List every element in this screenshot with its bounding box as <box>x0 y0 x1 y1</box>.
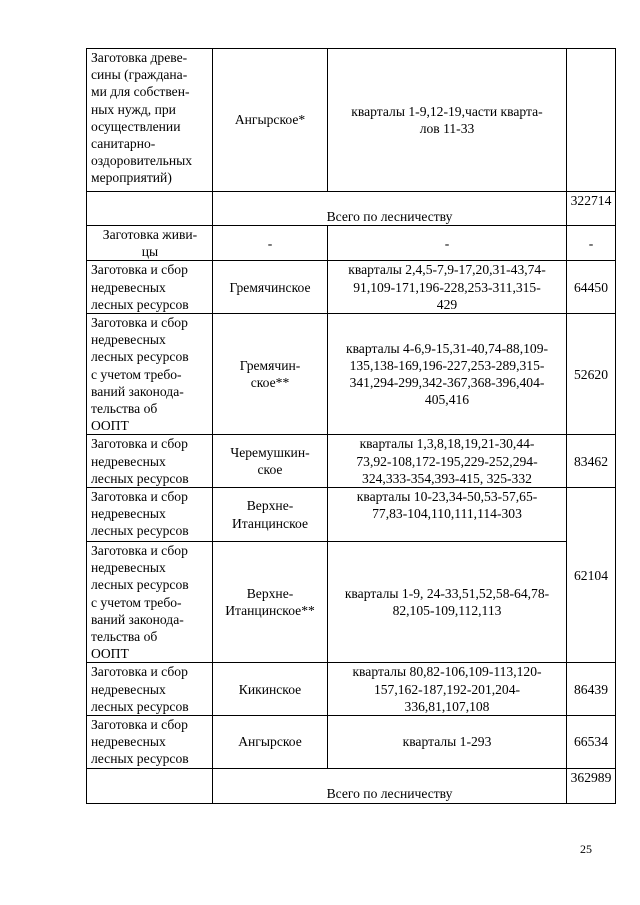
district-cell: - <box>213 226 328 261</box>
district-cell: Гремячинское <box>213 261 328 314</box>
quarters-cell: кварталы 1-9, 24-33,51,52,58-64,78- 82,105-109,112,113 <box>328 542 567 663</box>
area-cell: 83462 <box>567 435 616 488</box>
empty-cell <box>87 192 213 226</box>
table-row <box>87 226 616 261</box>
total-value: 322714 <box>567 192 616 226</box>
quarters-cell: кварталы 80,82-106,109-113,120- 157,162-187,192-201,204- 336,81,107,108 <box>328 663 567 716</box>
total-row <box>87 192 616 226</box>
district-cell: Черемушкин- ское <box>213 435 328 488</box>
area-cell: 64450 <box>567 261 616 314</box>
district-cell: Ангырское <box>213 716 328 769</box>
activity-cell: Заготовка живи- цы <box>87 226 213 261</box>
district-cell: Кикинское <box>213 663 328 716</box>
activity-cell: Заготовка древе- сины (граждана- ми для собствен- ных нужд, при осуществлении санитарно- оздоровительных мероприятий) <box>87 49 213 192</box>
table-row <box>87 542 616 663</box>
total-label: Всего по лесничеству <box>213 192 567 226</box>
quarters-cell: - <box>328 226 567 261</box>
area-cell: 62104 <box>567 488 616 663</box>
table-row <box>87 663 616 716</box>
total-value: 362989 <box>567 768 616 803</box>
table-row <box>87 716 616 769</box>
district-cell: Гремячин- ское** <box>213 314 328 435</box>
activity-cell: Заготовка и сбор недревесных лесных ресурсов <box>87 261 213 314</box>
area-cell: 86439 <box>567 663 616 716</box>
total-row <box>87 768 616 803</box>
quarters-cell: кварталы 1,3,8,18,19,21-30,44- 73,92-108,172-195,229-252,294- 324,333-354,393-415, 325-332 <box>328 435 567 488</box>
activity-cell: Заготовка и сбор недревесных лесных ресурсов с учетом требо- ваний законода- тельства об ООПТ <box>87 314 213 435</box>
table-row <box>87 261 616 314</box>
area-cell: 66534 <box>567 716 616 769</box>
quarters-cell: кварталы 2,4,5-7,9-17,20,31-43,74- 91,109-171,196-228,253-311,315- 429 <box>328 261 567 314</box>
table-row <box>87 435 616 488</box>
activity-cell: Заготовка и сбор недревесных лесных ресурсов с учетом требо- ваний законода- тельства об ООПТ <box>87 542 213 663</box>
activity-cell: Заготовка и сбор недревесных лесных ресурсов <box>87 663 213 716</box>
table-row <box>87 314 616 435</box>
activity-cell: Заготовка и сбор недревесных лесных ресурсов <box>87 488 213 542</box>
page-number: 25 <box>580 842 592 856</box>
table-row <box>87 49 616 192</box>
district-cell: Верхне- Итанцинское <box>213 488 328 542</box>
area-cell: - <box>567 226 616 261</box>
quarters-cell: кварталы 1-293 <box>328 716 567 769</box>
quarters-cell: кварталы 10-23,34-50,53-57,65- 77,83-104,110,111,114-303 <box>328 488 567 542</box>
empty-cell <box>87 768 213 803</box>
quarters-cell: кварталы 1-9,12-19,части кварта- лов 11-33 <box>328 49 567 192</box>
district-cell: Верхне- Итанцинское** <box>213 542 328 663</box>
quarters-cell: кварталы 4-6,9-15,31-40,74-88,109- 135,138-169,196-227,253-289,315- 341,294-299,342-367,368-396,404- 405,416 <box>328 314 567 435</box>
area-cell <box>567 49 616 192</box>
forestry-table <box>86 48 616 804</box>
table-row <box>87 488 616 542</box>
district-cell: Ангырское* <box>213 49 328 192</box>
total-label: Всего по лесничеству <box>213 768 567 803</box>
area-cell: 52620 <box>567 314 616 435</box>
activity-cell: Заготовка и сбор недревесных лесных ресурсов <box>87 435 213 488</box>
activity-cell: Заготовка и сбор недревесных лесных ресурсов <box>87 716 213 769</box>
